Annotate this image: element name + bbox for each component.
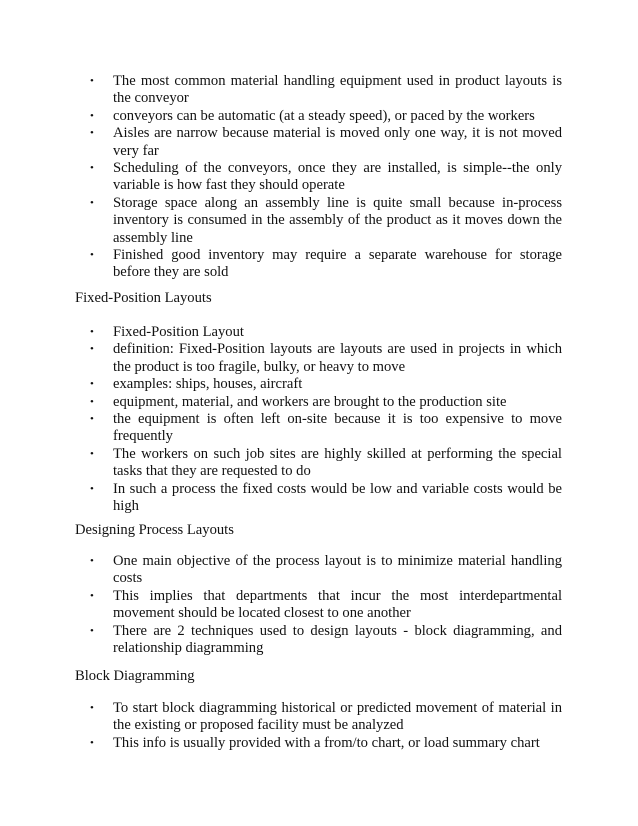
list-item <box>90 376 562 393</box>
bullet-icon: • <box>90 589 94 602</box>
bullet-icon: • <box>90 702 94 714</box>
list-item-text: Scheduling of the conveyors, once they are installed, is simple--the only variable is how fast they should operate <box>113 160 562 194</box>
list-item-text: the equipment is often left on-site because it is too expensive to move frequently <box>113 411 562 445</box>
list-item-text: The most common material handling equipment used in product layouts is the conveyor <box>113 73 562 107</box>
list-item <box>90 73 562 108</box>
bullet-icon: • <box>90 196 94 209</box>
list-item <box>90 324 562 341</box>
list-item-text: The workers on such job sites are highly skilled at performing the special tasks that they are requested to do <box>113 445 562 480</box>
bullet-icon: • <box>90 109 94 122</box>
list-item-text: To start block diagramming historical or predicted movement of material in the existing or proposed facility must be analyzed <box>113 700 562 734</box>
list-item <box>90 125 562 160</box>
list-item-text: Finished good inventory may require a separate warehouse for storage before they are sold <box>113 247 562 281</box>
bullet-icon: • <box>90 249 94 262</box>
bullet-icon: • <box>90 378 94 391</box>
list-item <box>90 195 562 247</box>
list-item <box>90 735 562 752</box>
list-item-text: equipment, material, and workers are brought to the production site <box>113 393 507 410</box>
list-item-text: definition: Fixed-Position layouts are layouts are used in projects in which the product is too fragile, bulky, or heavy to move <box>113 341 562 375</box>
bullet-icon: • <box>90 736 94 749</box>
list-item <box>90 553 562 588</box>
list-item-text: Fixed-Position Layout <box>113 324 244 340</box>
bullet-icon: • <box>90 624 94 637</box>
list-item <box>90 341 562 376</box>
block-diagramming-bullet-list <box>90 700 562 752</box>
list-item <box>90 588 562 623</box>
bullet-icon: • <box>90 75 94 87</box>
bullet-icon: • <box>90 343 94 356</box>
list-item-text: This info is usually provided with a from/to chart, or load summary chart <box>113 734 540 751</box>
section-heading-block-diagramming: Block Diagramming <box>75 668 195 684</box>
list-item <box>90 481 562 516</box>
fixed-position-bullet-list <box>90 324 562 515</box>
designing-process-bullet-list <box>90 553 562 657</box>
list-item-text: Storage space along an assembly line is quite small because in-process inventory is consumed in the assembly of the product as it moves down the assembly line <box>113 194 562 246</box>
bullet-icon: • <box>90 447 94 460</box>
list-item-text: This implies that departments that incur the most interdepartmental movement should be located closest to one another <box>113 587 562 622</box>
bullet-icon: • <box>90 395 94 408</box>
list-item <box>90 160 562 195</box>
list-item-text: There are 2 techniques used to design layouts - block diagramming, and relationship diagramming <box>113 622 562 657</box>
list-item <box>90 446 562 481</box>
section-heading-fixed-position: Fixed-Position Layouts <box>75 290 212 306</box>
list-item-text: examples: ships, houses, aircraft <box>113 376 303 393</box>
bullet-icon: • <box>90 326 94 338</box>
bullet-icon: • <box>90 555 94 567</box>
list-item-text: One main objective of the process layout is to minimize material handling costs <box>113 553 562 587</box>
list-item-text: In such a process the fixed costs would be low and variable costs would be high <box>113 480 562 515</box>
list-item <box>90 411 562 446</box>
bullet-icon: • <box>90 413 94 426</box>
bullet-icon: • <box>90 482 94 495</box>
list-item <box>90 623 562 658</box>
list-item-text: Aisles are narrow because material is moved only one way, it is not moved very far <box>113 125 562 159</box>
section-heading-designing-process: Designing Process Layouts <box>75 522 234 538</box>
list-item-text: conveyors can be automatic (at a steady speed), or paced by the workers <box>113 107 535 124</box>
bullet-icon: • <box>90 127 94 140</box>
list-item <box>90 108 562 125</box>
bullet-icon: • <box>90 162 94 175</box>
product-layout-bullet-list <box>90 73 562 282</box>
list-item <box>90 700 562 735</box>
list-item <box>90 394 562 411</box>
list-item <box>90 247 562 282</box>
